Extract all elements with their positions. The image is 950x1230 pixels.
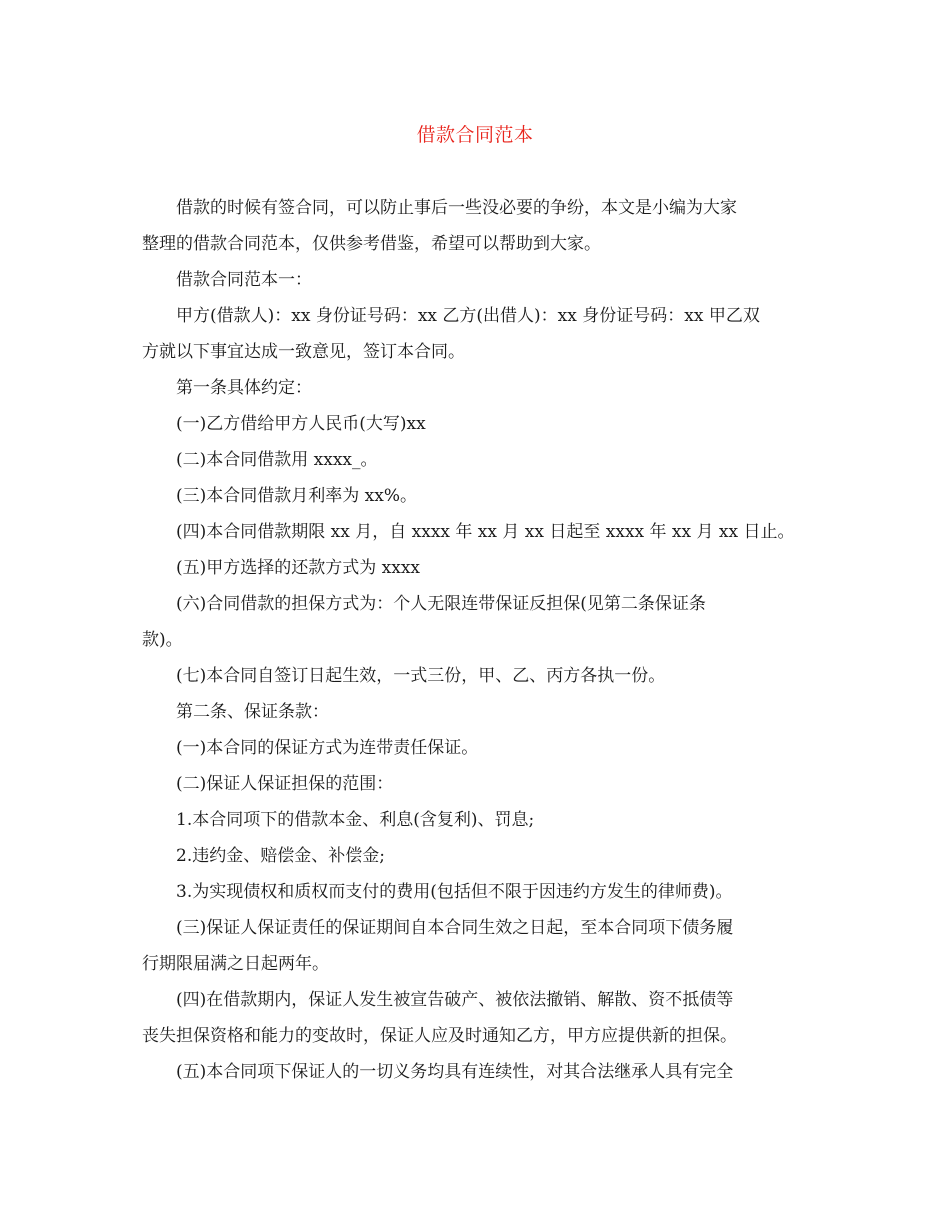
paragraph-item: (六)合同借款的担保方式为：个人无限连带保证反担保(见第二条保证条 款)。 [142,594,706,650]
paragraph-item: (四)在借款期内，保证人发生被宣告破产、被依法撤销、解散、资不抵债等 丧失担保资格和能力的变故时，保证人应及时通知乙方，甲方应提供新的担保。 [142,990,737,1046]
paragraph-item: (五)甲方选择的还款方式为 xxxx [176,558,421,578]
paragraph-item: (三)本合同借款月利率为 xx%。 [176,486,417,506]
document-body [142,190,807,1090]
paragraph-item: (一)乙方借给甲方人民币(大写)xx [176,414,426,434]
paragraph-item: (四)本合同借款期限 xx 月，自 xxxx 年 xx 月 xx 日起至 xxxx 年 xx 月 xx 日止。 [176,522,795,542]
paragraph-item: (五)本合同项下保证人的一切义务均具有连续性，对其合法继承人具有完全 [176,1062,734,1082]
paragraph-intro: 借款的时候有签合同，可以防止事后一些没必要的争纷，本文是小编为大家 整理的借款合同范本，仅供参考借鉴，希望可以帮助到大家。 [142,198,737,254]
paragraph-sample-heading: 借款合同范本一： [176,270,312,290]
paragraph-item: (二)保证人保证担保的范围： [176,774,394,794]
paragraph-item: (三)保证人保证责任的保证期间自本合同生效之日起，至本合同项下债务履 行期限届满之日起两年。 [142,918,734,974]
paragraph-item: (七)本合同自签订日起生效，一式三份，甲、乙、丙方各执一份。 [176,666,666,686]
paragraph-article-1-heading: 第一条具体约定： [176,378,312,398]
paragraph-item: 3.为实现债权和质权而支付的费用(包括但不限于因违约方发生的律师费)。 [176,882,733,902]
paragraph-item: 1.本合同项下的借款本金、利息(含复利)、罚息; [176,810,535,830]
paragraph-parties: 甲方(借款人)：xx 身份证号码：xx 乙方(出借人)：xx 身份证号码：xx 甲乙双 方就以下事宜达成一致意见，签订本合同。 [142,306,760,362]
paragraph-item: (一)本合同的保证方式为连带责任保证。 [176,738,479,758]
document-title: 借款合同范本 [416,124,534,146]
paragraph-article-2-heading: 第二条、保证条款： [176,702,329,722]
paragraph-item: 2.违约金、赔偿金、补偿金; [176,846,385,866]
paragraph-item: (二)本合同借款用 xxxx_。 [176,450,378,470]
